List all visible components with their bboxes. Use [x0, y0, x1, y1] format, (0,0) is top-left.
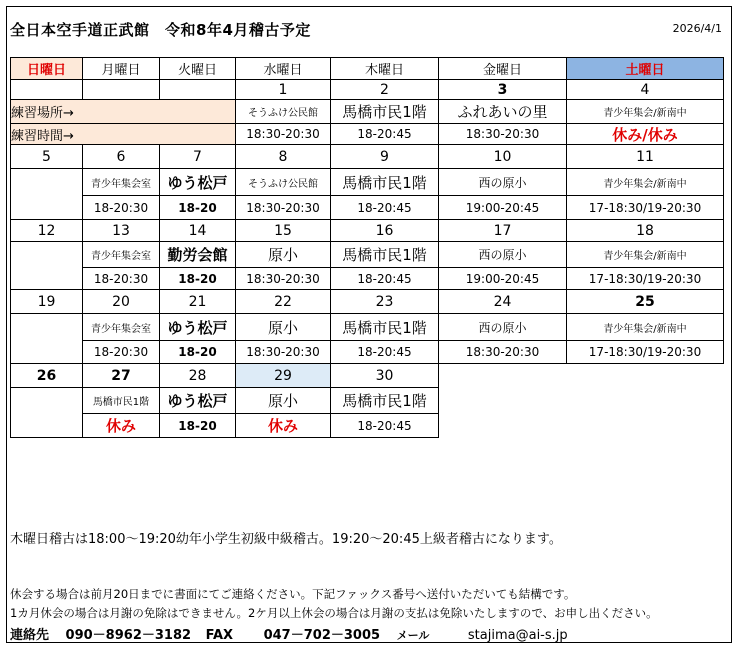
location-cell: 馬橋市民1階	[330, 387, 439, 414]
location-cell: 原小	[235, 241, 331, 268]
location-cell: 青少年集会室	[82, 241, 160, 268]
time-cell: 18-20	[159, 340, 236, 364]
day-cell	[10, 79, 83, 100]
time-cell: 18-20:30	[82, 340, 160, 364]
day-cell: 23	[330, 289, 439, 314]
thursday-note: 木曜日稽古は18:00～19:20幼年小学生初級中級稽古。19:20～20:45上級者稽古になります。	[10, 532, 562, 547]
fax-label: FAX	[205, 628, 234, 643]
time-cell: 17-18:30/19-20:30	[566, 267, 724, 290]
time-cell: 18:30-20:30	[235, 267, 331, 290]
header-thursday: 木曜日	[330, 57, 439, 80]
header-tuesday: 火曜日	[159, 57, 236, 80]
header-wednesday: 水曜日	[235, 57, 331, 80]
day-cell: 19	[10, 289, 83, 314]
closed-cell: 休み	[82, 413, 160, 438]
closed-cell: 休み	[235, 413, 331, 438]
location-cell: 勤労会館	[159, 241, 236, 268]
day-cell: 24	[438, 289, 567, 314]
header-saturday: 土曜日	[566, 57, 724, 80]
time-cell: 18-20:30	[82, 267, 160, 290]
time-cell: 18-20:45	[330, 413, 439, 438]
day-cell: 27	[82, 363, 160, 388]
day-cell: 16	[330, 219, 439, 242]
time-cell: 17-18:30/19-20:30	[566, 340, 724, 364]
issue-date: 2026/4/1	[672, 22, 722, 35]
time-cell: 18-20:45	[330, 340, 439, 364]
day-cell	[82, 79, 160, 100]
location-cell: 原小	[235, 387, 331, 414]
day-cell: 15	[235, 219, 331, 242]
time-cell: 18:30-20:30	[235, 123, 331, 145]
absence-note-2: 1カ月休会の場合は月謝の免除はできません。2ケ月以上休会の場合は月謝の支払は免除いたしますので、お申し出ください。	[10, 606, 658, 620]
day-cell: 5	[10, 144, 83, 169]
time-cell: 18:30-20:30	[438, 123, 567, 145]
day-cell: 11	[566, 144, 724, 169]
time-cell: 18-20:45	[330, 267, 439, 290]
location-cell: 馬橋市民1階	[330, 168, 439, 196]
header-monday: 月曜日	[82, 57, 160, 80]
contact-label: 連絡先	[10, 628, 50, 643]
location-cell: 馬橋市民1階	[330, 313, 439, 341]
time-cell: 19:00-20:45	[438, 267, 567, 290]
header-sunday: 日曜日	[10, 57, 83, 80]
location-cell: 馬橋市民1階	[82, 387, 160, 414]
location-cell: 原小	[235, 313, 331, 341]
email-address: stajima@ai-s.jp	[467, 628, 568, 643]
absence-note-1: 休会する場合は前月20日までに書面にてご連絡ください。下記ファックス番号へ送付いただいても結構です。	[10, 587, 576, 601]
location-cell: 西の原小	[438, 313, 567, 341]
time-cell: 18-20	[159, 413, 236, 438]
day-cell: 7	[159, 144, 236, 169]
day-cell: 10	[438, 144, 567, 169]
location-cell: 青少年集会室	[82, 168, 160, 196]
day-cell	[159, 79, 236, 100]
empty-cell	[10, 241, 83, 290]
header-friday: 金曜日	[438, 57, 567, 80]
day-cell: 14	[159, 219, 236, 242]
day-cell: 1	[235, 79, 331, 100]
location-cell: 西の原小	[438, 168, 567, 196]
location-cell: 青少年集会/新南中	[566, 313, 724, 341]
location-cell: 青少年集会/新南中	[566, 99, 724, 124]
fax-number: 047－702－3005	[263, 628, 381, 643]
day-cell: 29	[235, 363, 331, 388]
practice-time-label: 練習時間→	[10, 123, 236, 145]
day-cell: 26	[10, 363, 83, 388]
page-title: 全日本空手道正武館 令和8年4月稽古予定	[10, 21, 311, 39]
location-cell: 青少年集会室	[82, 313, 160, 341]
time-cell: 19:00-20:45	[438, 195, 567, 220]
empty-cell	[10, 387, 83, 438]
phone-number: 090－8962－3182	[65, 628, 192, 643]
day-cell: 13	[82, 219, 160, 242]
time-cell: 18:30-20:30	[235, 340, 331, 364]
day-cell: 20	[82, 289, 160, 314]
day-cell: 2	[330, 79, 439, 100]
day-cell: 22	[235, 289, 331, 314]
time-cell: 18-20	[159, 267, 236, 290]
time-cell: 18-20	[159, 195, 236, 220]
location-cell: 馬橋市民1階	[330, 241, 439, 268]
location-cell: 西の原小	[438, 241, 567, 268]
contact-line	[10, 624, 568, 643]
day-cell: 8	[235, 144, 331, 169]
location-cell: ゆう松戸	[159, 387, 236, 414]
day-cell: 25	[566, 289, 724, 314]
location-cell: ふれあいの里	[438, 99, 567, 124]
day-cell: 21	[159, 289, 236, 314]
mail-label: メール	[396, 629, 430, 642]
time-cell: 18-20:30	[82, 195, 160, 220]
location-cell: ゆう松戸	[159, 168, 236, 196]
time-cell: 18-20:45	[330, 123, 439, 145]
empty-cell	[10, 313, 83, 364]
location-cell: そうふけ公民館	[235, 99, 331, 124]
practice-place-label: 練習場所→	[10, 99, 236, 124]
time-cell: 18:30-20:30	[235, 195, 331, 220]
location-cell: そうふけ公民館	[235, 168, 331, 196]
day-cell: 30	[330, 363, 439, 388]
time-cell: 18-20:45	[330, 195, 439, 220]
day-cell: 17	[438, 219, 567, 242]
location-cell: 青少年集会/新南中	[566, 168, 724, 196]
time-cell: 18:30-20:30	[438, 340, 567, 364]
day-cell: 4	[566, 79, 724, 100]
time-cell: 17-18:30/19-20:30	[566, 195, 724, 220]
day-cell: 3	[438, 79, 567, 100]
location-cell: ゆう松戸	[159, 313, 236, 341]
day-cell: 9	[330, 144, 439, 169]
closed-cell: 休み/休み	[566, 123, 724, 145]
location-cell: 馬橋市民1階	[330, 99, 439, 124]
day-cell: 12	[10, 219, 83, 242]
day-cell: 18	[566, 219, 724, 242]
location-cell: 青少年集会/新南中	[566, 241, 724, 268]
day-cell: 28	[159, 363, 236, 388]
empty-cell	[10, 168, 83, 220]
day-cell: 6	[82, 144, 160, 169]
